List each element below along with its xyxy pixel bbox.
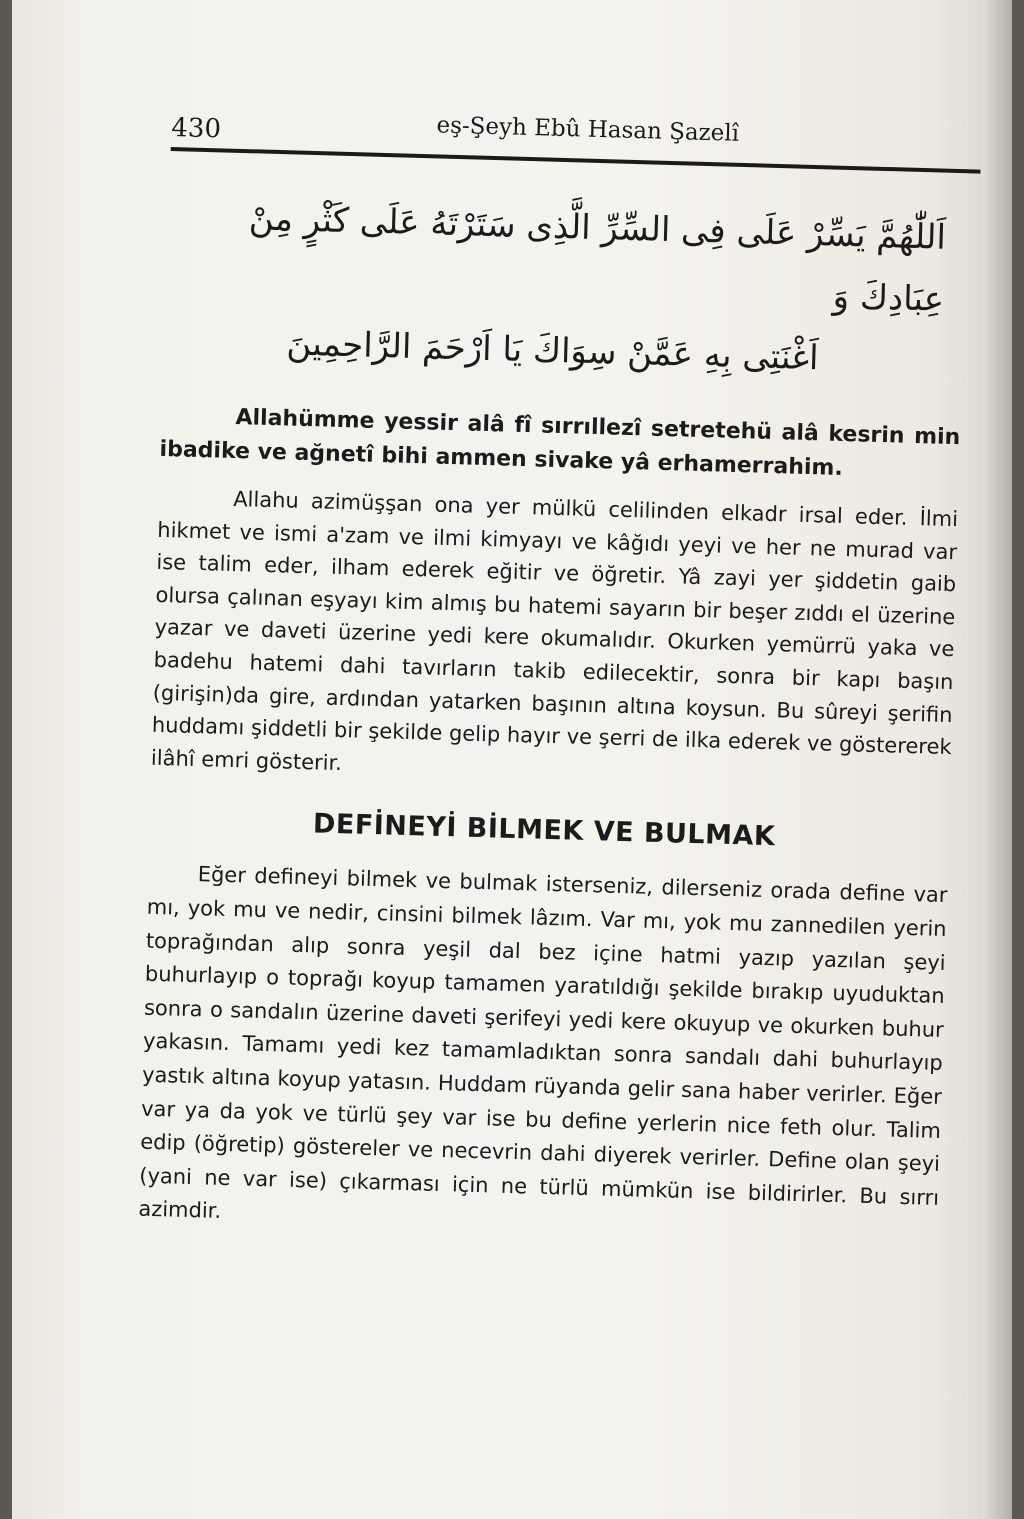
body-paragraph-1: Allahu azimüşşan ona yer mülkü celilinden elkadr irsal eder. İlmi hikmet ve ismi a'zam ve ilmi kimyayı ve kâğıdı yeyi ve her ne murad var ise talim eder, ilham ederek eğitir ve öğretir. Yâ zayi yer şiddetin gaib olursa çalınan eşyayı kim almış bu hatemi sayarın bir beşer zıddı el üzerine yazar ve daveti üzerine yedi kere okumalıdır. Okurken yemürrü yaka ve badehu hatemi dahi tavırların takib edilecektir, sonra bir kapı başın (girişin)da gire, ardından yatarken başının altına koysun. Bu sûreyi şerifin huddamı şiddetli bir şekilde gelip hayır ve şerri de ilka ederek ve göstererek ilâhî emri gösterir. xyxy=(150,486,959,775)
arabic-prayer xyxy=(162,185,957,393)
page-header xyxy=(171,105,987,176)
arabic-line-2: اَغْنَتِى بِهِ عَمَّنْ سِوَاكَ يَا اَرْحَمَ الرَّاحِمِينَ xyxy=(285,323,820,379)
section-heading: DEFİNEYİ BİLMEK VE BULMAK xyxy=(312,808,776,853)
transliteration: Allahümme yessir alâ fî sırrıllezî setretehü alâ kesrin min ibadike ve ağnetî bihi ammen sivake yâ erhamerrahim. xyxy=(159,405,961,481)
running-title: eş-Şeyh Ebû Hasan Şazelî xyxy=(436,112,740,147)
arabic-line-1: اَللّٰهُمَّ يَسِّرْ عَلَى فِى السِّرِّ الَّذِى سَتَرْتَهُ عَلَى كَثْرٍ مِنْ عِبَادِكَ وَ xyxy=(248,198,947,320)
page-number: 430 xyxy=(170,112,222,145)
page-content xyxy=(138,185,961,1249)
book-page xyxy=(12,0,1012,1519)
body-paragraph-2: Eğer defineyi bilmek ve bulmak isterseniz, dilerseniz orada define var mı, yok mu ve nedir, cinsini bilmek lâzım. Var mı, yok mu zannedilen yerin toprağından alıp sonra yeşil dal bez içine hatmi yazıp yazılan şeyi buhurlayıp o toprağı koyup tamamen yaratıldığı şekilde bırakıp uyuduktan sonra o sandalın üzerine daveti şerifeyi yedi kere okuyup ve okurken buhur yakasın. Tamamı yedi kez tamamladıktan sonra sandalı dahi buhurlayıp yastık altına koyup yatasın. Huddam rüyanda gelir sana haber verirler. Eğer var ya da yok ve türlü şey var ise bu define yerlerin nice feth olur. Talim edip (öğretip) göstereler ve necevrin dahi diyerek verirler. Define olan şeyi (yani ne var ise) çıkarması için ne türlü mümkün ise bildirirler. Bu sırrı azimdir. xyxy=(138,862,948,1224)
header-rule xyxy=(171,147,981,174)
page-edge-shadow xyxy=(984,0,1012,1519)
